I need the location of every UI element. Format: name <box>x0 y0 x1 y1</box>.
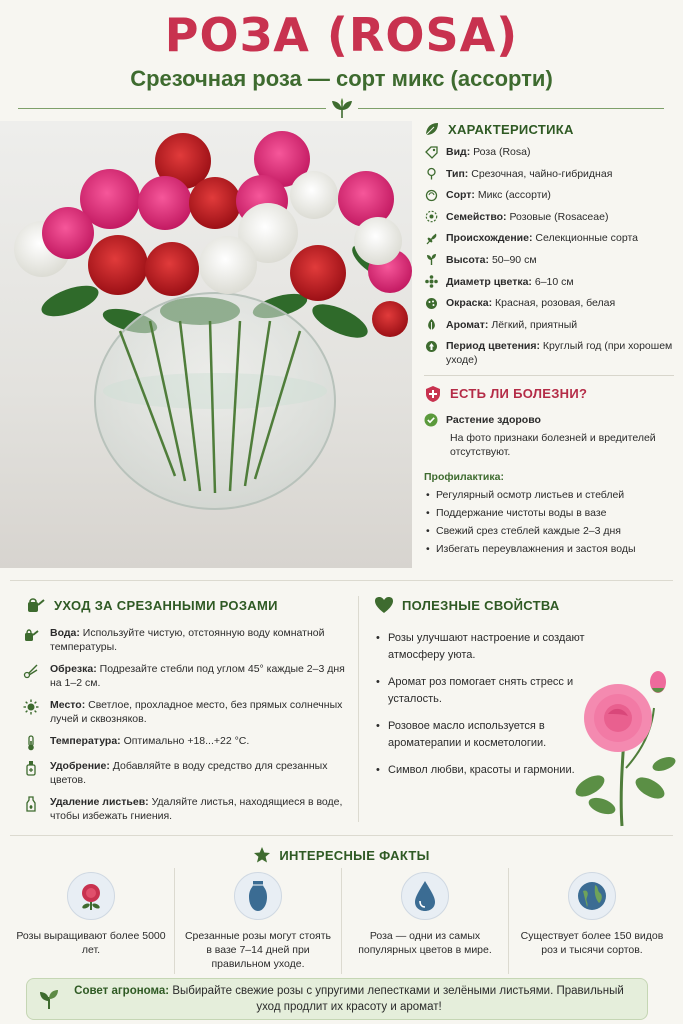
health-description: На фото признаки болезней и вредителей отсутствуют. <box>450 431 656 458</box>
prevention-item: • Избегать переувлажнения и застоя воды <box>424 543 674 556</box>
characteristic-row <box>424 296 674 310</box>
page-subtitle: Срезочная роза — сорт микс (ассорти) <box>130 66 553 91</box>
prevention-item: • Поддержание чистоты воды в вазе <box>424 507 674 520</box>
globe-icon <box>568 872 616 920</box>
heart-icon <box>374 596 394 614</box>
care-label: Обрезка: <box>50 663 97 675</box>
characteristic-row <box>424 188 674 202</box>
vase-icon <box>234 872 282 920</box>
characteristics-list <box>424 145 674 367</box>
rose-icon <box>424 188 438 202</box>
characteristic-value: Микс (ассорти) <box>477 189 551 202</box>
star-icon <box>253 846 271 864</box>
care-label: Удаление листьев: <box>50 796 149 808</box>
facts-heading: ИНТЕРЕСНЫЕ ФАКТЫ <box>0 846 683 864</box>
agronomist-tip <box>26 978 648 1020</box>
characteristic-row <box>424 210 674 224</box>
vertical-divider <box>358 596 359 822</box>
care-label: Температура: <box>50 735 121 747</box>
characteristic-row <box>424 145 674 159</box>
bottle-icon <box>22 795 40 823</box>
characteristic-label: Сорт: <box>446 189 475 202</box>
characteristic-row <box>424 167 674 181</box>
benefit-item: • Розы улучшают настроение и создают атмосферу уюта. <box>374 630 614 664</box>
care-value: Добавляйте в воду средство для срезанных цветов. <box>50 760 328 786</box>
care-row <box>22 698 352 726</box>
benefits-heading: ПОЛЕЗНЫЕ СВОЙСТВА <box>374 596 674 614</box>
characteristic-label: Аромат: <box>446 318 489 331</box>
rose-illustration <box>554 668 683 828</box>
bloom-period-icon <box>424 339 438 353</box>
care-value: Оптимально +18...+22 °C. <box>123 735 250 747</box>
characteristic-label: Высота: <box>446 253 490 266</box>
care-list <box>22 626 352 823</box>
fertilizer-icon <box>22 759 40 787</box>
care-label: Вода: <box>50 627 80 639</box>
fact-text: Существует более 150 видов роз и тысячи сортов. <box>520 930 664 956</box>
characteristic-row <box>424 318 674 332</box>
care-value: Светлое, прохладное место, без прямых солнечных лучей и сквозняков. <box>50 699 343 725</box>
characteristic-value: Селекционные сорта <box>535 232 638 245</box>
page-title: РОЗА (ROSA) <box>164 8 519 62</box>
care-label: Место: <box>50 699 86 711</box>
watering-can-icon <box>24 596 46 614</box>
thermometer-icon <box>22 734 40 751</box>
characteristics-heading: ХАРАКТЕРИСТИКА <box>424 121 674 137</box>
characteristic-row <box>424 231 674 245</box>
characteristic-label: Семейство: <box>446 210 507 223</box>
care-value: Подрезайте стебли под углом 45° каждые 2–3 дня на 1–2 см. <box>50 663 345 689</box>
tip-text: Совет агронома: Выбирайте свежие розы с упругими лепестками и зелёными листьями. Правильный уход продлит их красоту и аромат! <box>74 985 624 1013</box>
care-row <box>22 626 352 654</box>
height-icon <box>424 253 438 267</box>
fact-text: Роза — одни из самых популярных цветов в мире. <box>358 930 492 956</box>
watering-can-icon <box>22 626 40 654</box>
care-row <box>22 734 352 751</box>
benefits-section <box>374 596 674 789</box>
rose-badge-icon <box>67 872 115 920</box>
care-value: Удаляйте листья, находящиеся в воде, чтобы избежать гниения. <box>50 796 343 822</box>
section-divider <box>424 375 674 376</box>
prevention-list <box>424 489 674 556</box>
benefit-item: • Символ любви, красоты и гармонии. <box>374 762 614 779</box>
health-status: Растение здорово <box>424 413 674 427</box>
diameter-icon <box>424 275 438 289</box>
characteristic-value: 6–10 см <box>534 275 574 288</box>
family-icon <box>424 210 438 224</box>
characteristic-label: Тип: <box>446 167 469 180</box>
characteristic-value: Розовые (Rosaceae) <box>509 210 609 223</box>
facts-list <box>8 868 675 974</box>
leaf-icon <box>424 121 440 137</box>
check-circle-icon <box>424 413 438 427</box>
care-row <box>22 795 352 823</box>
prevention-item: • Регулярный осмотр листьев и стеблей <box>424 489 674 502</box>
benefit-item: • Розовое масло используется в ароматерапии и косметологии. <box>374 718 614 752</box>
middle-divider <box>10 580 673 581</box>
characteristic-row <box>424 339 674 367</box>
characteristic-value: Лёгкий, приятный <box>491 318 578 331</box>
rose-bouquet-photo <box>0 121 412 568</box>
care-label: Удобрение: <box>50 760 110 772</box>
characteristic-label: Период цветения: <box>446 340 540 353</box>
characteristic-label: Окраска: <box>446 297 493 310</box>
facts-divider <box>10 835 673 836</box>
care-section <box>22 596 352 831</box>
tag-icon <box>424 145 438 159</box>
leaf-divider-icon <box>326 96 358 122</box>
sun-icon <box>22 698 40 726</box>
fact-card <box>342 868 509 974</box>
prevention-title: Профилактика: <box>424 470 504 483</box>
fact-card <box>8 868 175 974</box>
characteristic-value: Красная, розовая, белая <box>495 297 616 310</box>
aroma-icon <box>424 318 438 332</box>
characteristic-value: Срезочная, чайно-гибридная <box>471 167 613 180</box>
fact-card <box>509 868 675 974</box>
diseases-heading: ЕСТЬ ЛИ БОЛЕЗНИ? <box>424 385 674 403</box>
characteristic-label: Вид: <box>446 146 471 158</box>
color-icon <box>424 296 438 310</box>
benefit-item: • Аромат роз помогает снять стресс и усталость. <box>374 674 614 708</box>
pruning-icon <box>22 662 40 690</box>
characteristic-label: Происхождение: <box>446 232 533 245</box>
characteristic-value: 50–90 см <box>491 253 537 266</box>
flower-type-icon <box>424 167 438 181</box>
characteristic-value: Круглый год (при хорошем уходе) <box>446 340 673 367</box>
prevention-item: • Свежий срез стеблей каждые 2–3 дня <box>424 525 674 538</box>
characteristic-row <box>424 275 674 289</box>
water-drop-icon <box>401 872 449 920</box>
sprout-icon <box>37 987 61 1011</box>
characteristic-value: Роза (Rosa) <box>473 146 531 158</box>
care-row <box>22 662 352 690</box>
fact-text: Розы выращивают более 5000 лет. <box>16 930 166 956</box>
characteristic-row <box>424 253 674 267</box>
shield-icon <box>424 385 442 403</box>
characteristic-label: Диаметр цветка: <box>446 275 532 288</box>
fact-card <box>175 868 342 974</box>
fact-text: Срезанные розы могут стоять в вазе 7–14 дней при правильном уходе. <box>184 930 332 970</box>
care-value: Используйте чистую, отстоянную воду комнатной температуры. <box>50 627 325 653</box>
care-row <box>22 759 352 787</box>
origin-icon <box>424 231 438 245</box>
care-heading: УХОД ЗА СРЕЗАННЫМИ РОЗАМИ <box>24 596 352 614</box>
characteristics-panel <box>424 121 674 561</box>
